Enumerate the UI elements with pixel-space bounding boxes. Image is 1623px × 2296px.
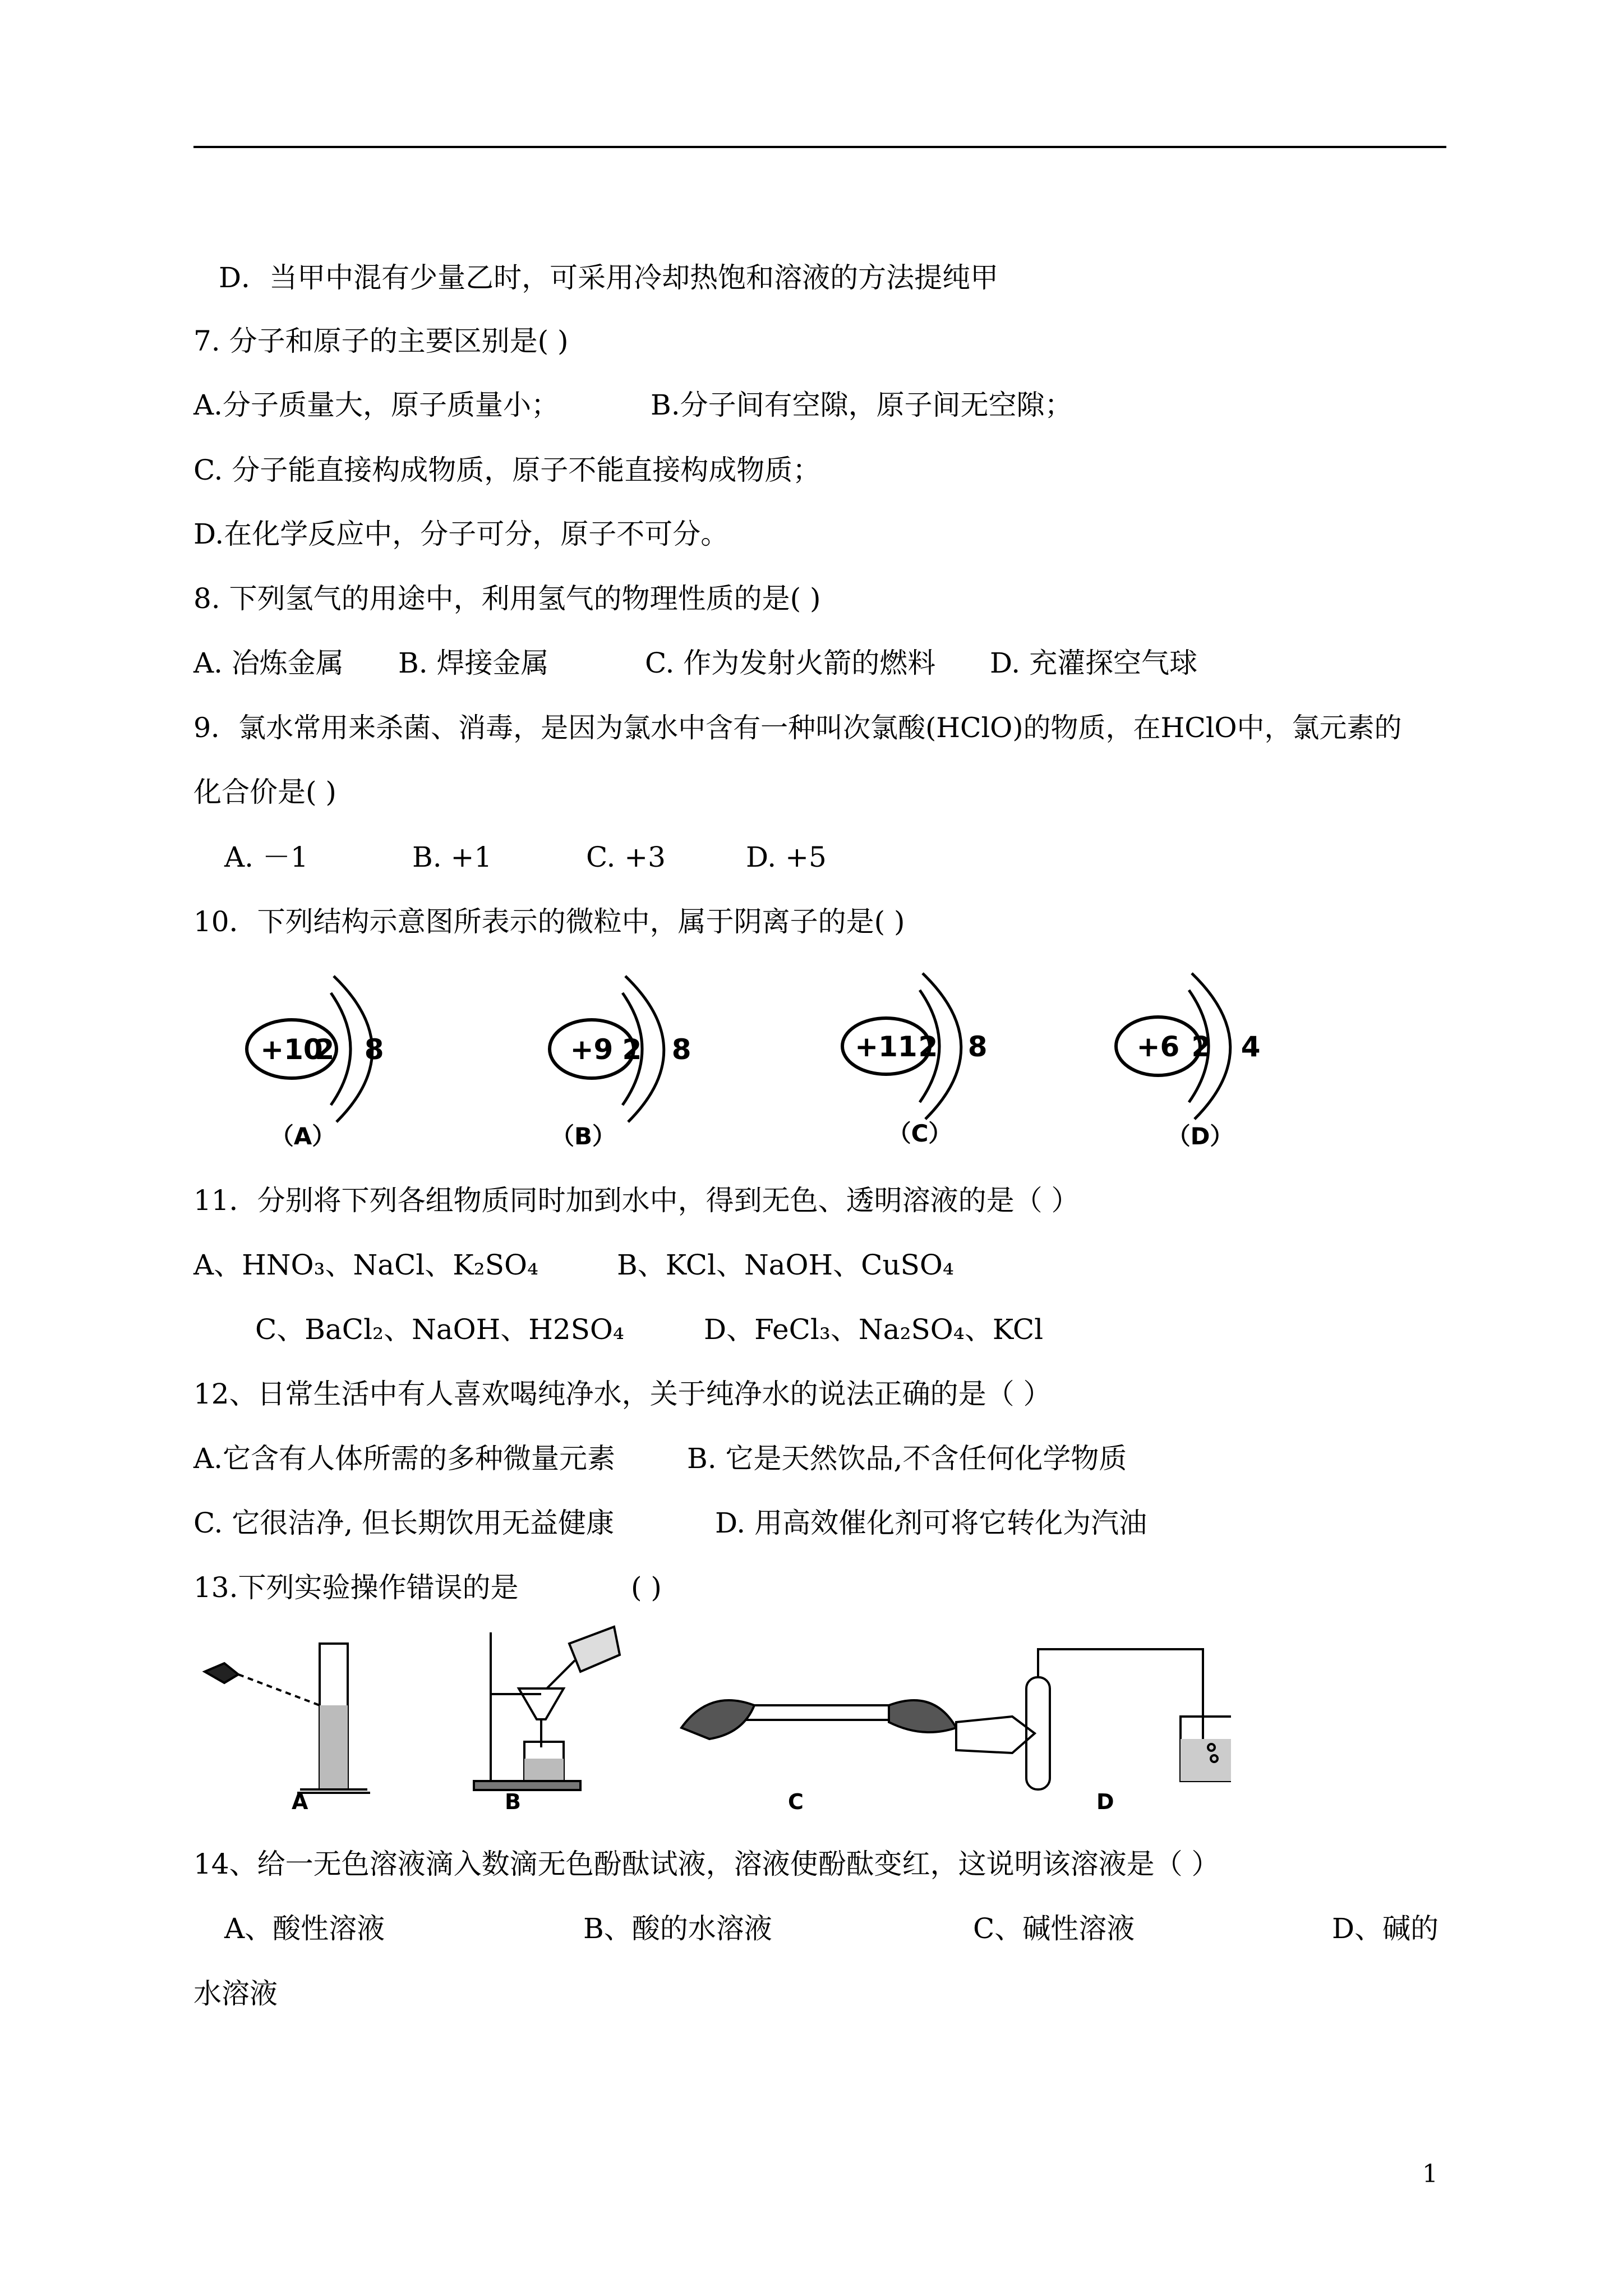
svg-text:+9: +9 xyxy=(570,1033,614,1066)
svg-text:+6: +6 xyxy=(1136,1030,1180,1063)
q7-option-d: D.在化学反应中，分子可分，原子不可分。 xyxy=(193,518,729,550)
svg-text:2 4: 2 4 xyxy=(1191,1030,1271,1063)
q9-option-b: B. +1 xyxy=(412,841,492,873)
q9-option-c: C. +3 xyxy=(586,841,666,873)
q7-option-b: B.分子间有空隙，原子间无空隙； xyxy=(651,389,1073,421)
svg-text:2 8: 2 8 xyxy=(918,1030,998,1063)
q10-diagrams xyxy=(0,954,1623,1167)
q11-option-a: A、HNO₃、NaCl、K₂SO₄ xyxy=(193,1249,538,1281)
atom-diagram-c xyxy=(842,973,998,1147)
q11-stem: 11．分别将下列各组物质同时加到水中，得到无色、透明溶液的是（ ） xyxy=(193,1184,1080,1217)
q14-option-d-continued: 水溶液 xyxy=(193,1977,278,2010)
svg-text:（D）: （D） xyxy=(1166,1122,1234,1150)
q11-option-b: B、KCl、NaOH、CuSO₄ xyxy=(617,1249,954,1281)
q14-option-c: C、碱性溶液 xyxy=(973,1912,1135,1945)
q8-option-a: A. 冶炼金属 xyxy=(193,647,344,679)
q8-option-c: C. 作为发射火箭的燃料 xyxy=(645,647,936,679)
figure-d-airtightness-check xyxy=(956,1649,1231,1814)
q7-option-a: A.分子质量大，原子质量小； xyxy=(193,389,560,421)
q9-stem-line1: 9．氯水常用来杀菌、消毒，是因为氯水中含有一种叫次氯酸(HClO)的物质，在HClO中，氯元素的 xyxy=(193,712,1402,744)
q6-option-d: D．当甲中混有少量乙时，可采用冷却热饱和溶液的方法提纯甲 xyxy=(219,261,999,294)
svg-text:（C）: （C） xyxy=(887,1120,952,1147)
q9-option-a: A. －1 xyxy=(224,841,308,873)
svg-text:C: C xyxy=(788,1789,804,1814)
svg-text:（A）: （A） xyxy=(270,1122,336,1150)
q12-stem: 12、日常生活中有人喜欢喝纯净水，关于纯净水的说法正确的是（ ） xyxy=(193,1378,1052,1410)
q14-stem: 14、给一无色溶液滴入数滴无色酚酞试液，溶液使酚酞变红，这说明该溶液是（ ） xyxy=(193,1848,1220,1880)
atom-diagram-a xyxy=(247,976,394,1150)
figure-b-filtration xyxy=(474,1627,620,1814)
svg-text:+10: +10 xyxy=(260,1033,323,1066)
q7-option-c: C. 分子能直接构成物质，原子不能直接构成物质； xyxy=(193,454,821,486)
q9-option-d: D. +5 xyxy=(746,841,827,873)
q11-option-d: D、FeCl₃、Na₂SO₄、KCl xyxy=(704,1313,1044,1346)
q13-stem: 13.下列实验操作错误的是 xyxy=(193,1571,519,1604)
q10-stem: 10．下列结构示意图所表示的微粒中，属于阴离子的是( ) xyxy=(193,905,905,938)
q13-lab-figures xyxy=(193,1621,1231,1823)
q8-option-b: B. 焊接金属 xyxy=(398,647,549,679)
svg-text:+11: +11 xyxy=(855,1030,917,1063)
q9-stem-line2: 化合价是( ) xyxy=(193,776,336,808)
q12-option-a: A.它含有人体所需的多种微量元素 xyxy=(193,1442,616,1475)
atom-diagram-d xyxy=(1116,973,1271,1150)
header-rule xyxy=(193,146,1446,148)
q13-answer-blank: ( ) xyxy=(631,1571,662,1604)
q7-stem: 7. 分子和原子的主要区别是( ) xyxy=(193,325,569,357)
q12-option-b: B. 它是天然饮品,不含任何化学物质 xyxy=(687,1442,1127,1475)
q12-option-c: C. 它很洁净, 但长期饮用无益健康 xyxy=(193,1507,615,1539)
q12-option-d: D. 用高效催化剂可将它转化为汽油 xyxy=(715,1507,1147,1539)
page-number: 1 xyxy=(1422,2160,1438,2188)
q8-option-d: D. 充灌探空气球 xyxy=(990,647,1198,679)
svg-text:（B）: （B） xyxy=(550,1122,616,1150)
svg-text:2 8: 2 8 xyxy=(315,1033,394,1066)
figure-c-glass-tube-hands xyxy=(681,1700,956,1814)
figure-a-graduated-cylinder xyxy=(205,1644,370,1814)
svg-text:A: A xyxy=(292,1789,308,1814)
q8-stem: 8. 下列氢气的用途中，利用氢气的物理性质的是( ) xyxy=(193,582,821,615)
q11-option-c: C、BaCl₂、NaOH、H2SO₄ xyxy=(255,1313,624,1346)
svg-text:2 8: 2 8 xyxy=(622,1033,702,1066)
svg-text:D: D xyxy=(1096,1789,1114,1814)
atom-diagram-b xyxy=(550,976,702,1150)
svg-text:B: B xyxy=(505,1789,521,1814)
q14-option-a: A、酸性溶液 xyxy=(224,1912,385,1945)
q14-option-b: B、酸的水溶液 xyxy=(583,1912,772,1945)
q14-option-d: D、碱的 xyxy=(1332,1912,1439,1945)
